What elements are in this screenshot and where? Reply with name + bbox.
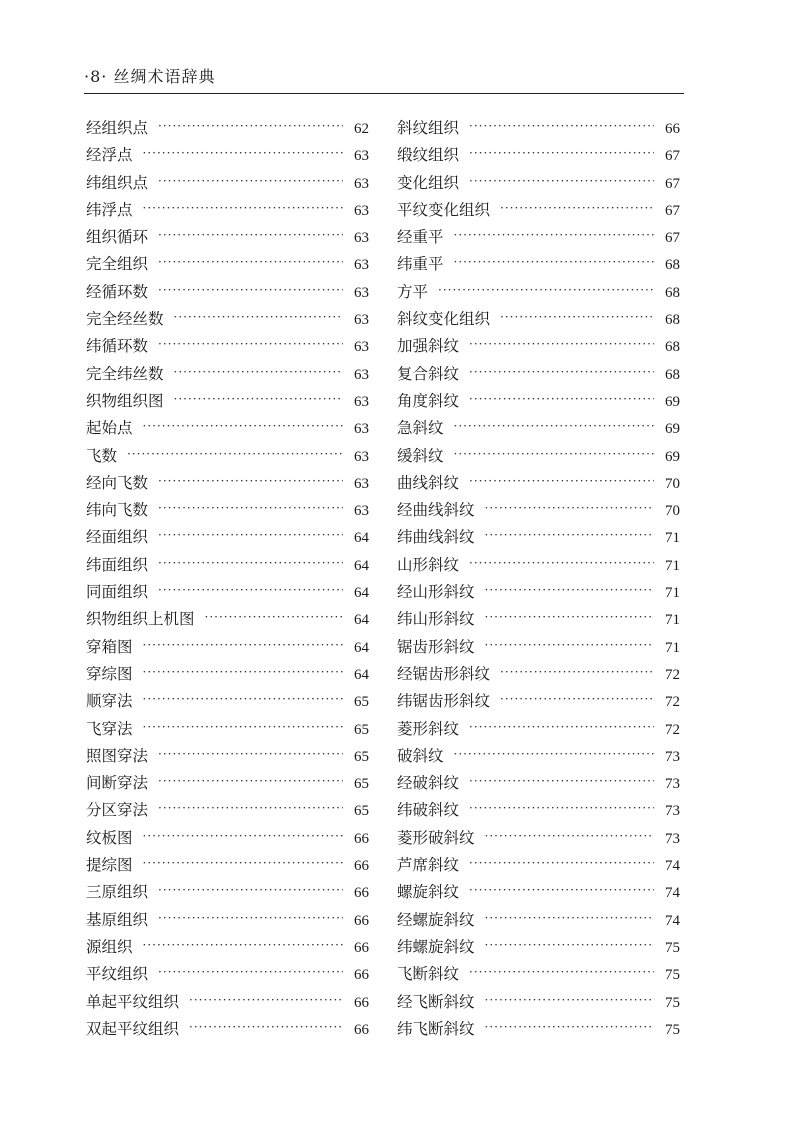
toc-entry[interactable]	[397, 224, 680, 251]
toc-entry-term: 经向飞数	[86, 473, 149, 492]
toc-entry[interactable]	[86, 251, 369, 278]
dot-leader	[158, 168, 343, 195]
toc-entry-page: 74	[665, 912, 680, 929]
toc-entry-page: 66	[665, 121, 680, 137]
toc-entry[interactable]	[86, 907, 369, 934]
toc-entry-term: 基原组织	[86, 910, 149, 929]
toc-entry[interactable]	[397, 306, 680, 333]
toc-entry-page: 63	[354, 284, 369, 301]
toc-entry-term: 飞穿法	[86, 719, 133, 738]
toc-entry[interactable]	[86, 224, 369, 251]
toc-entry-term: 穿综图	[86, 664, 133, 683]
toc-entry-term: 照图穿法	[86, 746, 149, 765]
toc-entry-page: 64	[354, 666, 369, 683]
dot-leader	[143, 195, 343, 222]
toc-entry[interactable]	[397, 879, 680, 906]
dot-leader	[143, 714, 343, 741]
toc-entry-page: 63	[354, 257, 369, 274]
toc-entry-page: 65	[354, 721, 369, 738]
toc-entry[interactable]	[86, 552, 369, 579]
toc-entry-page: 71	[665, 585, 680, 602]
toc-entry[interactable]	[86, 115, 369, 142]
toc-entry-term: 源组织	[86, 937, 133, 956]
toc-entry[interactable]	[397, 197, 680, 224]
toc-entry-page: 64	[354, 530, 369, 547]
toc-entry-term: 角度斜纹	[397, 391, 460, 410]
toc-entry-term: 变化组织	[397, 173, 460, 192]
toc-entry[interactable]	[397, 688, 680, 715]
toc-entry-page: 64	[354, 557, 369, 574]
dot-leader	[158, 222, 343, 249]
toc-entry-term: 纹板图	[86, 828, 133, 847]
dot-leader	[469, 714, 654, 741]
dot-leader	[158, 577, 343, 604]
toc-entry-term: 织物组织图	[86, 391, 164, 410]
toc-entry-term: 纬山形斜纹	[397, 610, 475, 629]
toc-entry[interactable]	[86, 415, 369, 442]
toc-entry-page: 69	[665, 448, 680, 465]
toc-entry-term: 纬飞断斜纹	[397, 1019, 475, 1038]
header-rule	[84, 93, 684, 94]
toc-entry[interactable]	[86, 306, 369, 333]
toc-column-right	[397, 115, 680, 1043]
toc-entry[interactable]	[397, 388, 680, 415]
toc-entry[interactable]	[397, 333, 680, 360]
toc-entry[interactable]	[397, 279, 680, 306]
toc-entry-term: 穿箱图	[86, 637, 133, 656]
toc-entry-term: 经浮点	[86, 146, 133, 165]
toc-entry-term: 同面组织	[86, 583, 149, 602]
toc-entry-term: 经循环数	[86, 282, 149, 301]
dot-leader	[158, 741, 343, 768]
toc-entry-term: 纬重平	[397, 255, 444, 274]
toc-entry[interactable]	[86, 333, 369, 360]
toc-entry-page: 66	[354, 885, 369, 902]
toc-entry-term: 平纹变化组织	[397, 200, 491, 219]
toc-entry[interactable]	[397, 661, 680, 688]
dot-leader	[454, 413, 654, 440]
toc-entry-page: 71	[665, 639, 680, 656]
toc-entry[interactable]	[86, 743, 369, 770]
dot-leader	[500, 195, 654, 222]
toc-entry-page: 67	[665, 148, 680, 165]
toc-entry[interactable]	[397, 170, 680, 197]
dot-leader	[469, 850, 654, 877]
toc-entry[interactable]	[86, 961, 369, 988]
toc-entry-term: 分区穿法	[86, 801, 149, 820]
toc-entry-page: 63	[354, 503, 369, 520]
dot-leader	[158, 768, 343, 795]
toc-entry-page: 66	[354, 939, 369, 956]
toc-entry-term: 方平	[397, 282, 429, 301]
toc-entry-term: 纬组织点	[86, 173, 149, 192]
toc-entry[interactable]	[86, 989, 369, 1016]
dot-leader	[469, 550, 654, 577]
toc-entry[interactable]	[397, 961, 680, 988]
toc-entry-term: 纬向飞数	[86, 501, 149, 520]
toc-entry[interactable]	[86, 934, 369, 961]
header-page-number: ·8·	[84, 67, 108, 86]
toc-entry-term: 纬破斜纹	[397, 801, 460, 820]
toc-entry-term: 纬螺旋斜纹	[397, 937, 475, 956]
dot-leader	[174, 304, 343, 331]
dot-leader	[469, 140, 654, 167]
toc-entry-page: 65	[354, 748, 369, 765]
dot-leader	[485, 823, 654, 850]
toc-entry[interactable]	[86, 825, 369, 852]
toc-entry-page: 63	[354, 475, 369, 492]
toc-entry-term: 芦席斜纹	[397, 856, 460, 875]
dot-leader	[500, 686, 654, 713]
toc-entry-page: 63	[354, 339, 369, 356]
dot-leader	[143, 140, 343, 167]
toc-entry[interactable]	[86, 170, 369, 197]
dot-leader	[158, 550, 343, 577]
toc-entry-term: 山形斜纹	[397, 555, 460, 574]
toc-entry-term: 间断穿法	[86, 774, 149, 793]
toc-entry-page: 67	[665, 202, 680, 219]
dot-leader	[454, 222, 654, 249]
dot-leader	[158, 522, 343, 549]
toc-entry-term: 菱形破斜纹	[397, 828, 475, 847]
toc-entry-page: 63	[354, 393, 369, 410]
dot-leader	[174, 386, 343, 413]
toc-entry-page: 68	[665, 284, 680, 301]
toc-entry-page: 64	[354, 585, 369, 602]
toc-entry[interactable]	[397, 142, 680, 169]
toc-entry-term: 经重平	[397, 228, 444, 247]
toc-entry-term: 三原组织	[86, 883, 149, 902]
toc-entry-page: 64	[354, 639, 369, 656]
dot-leader	[158, 495, 343, 522]
toc-entry-page: 75	[665, 967, 680, 984]
toc-entry-page: 63	[354, 148, 369, 165]
dot-leader	[469, 768, 654, 795]
toc-entry-page: 63	[354, 448, 369, 465]
dot-leader	[158, 905, 343, 932]
toc-entry[interactable]	[86, 443, 369, 470]
dot-leader	[485, 905, 654, 932]
toc-entry[interactable]	[397, 770, 680, 797]
toc-entry-term: 破斜纹	[397, 746, 444, 765]
toc-entry-page: 70	[665, 475, 680, 492]
toc-entry-page: 73	[665, 776, 680, 793]
toc-entry-page: 63	[354, 175, 369, 192]
toc-entry[interactable]	[397, 115, 680, 142]
toc-entry-term: 飞数	[86, 446, 118, 465]
toc-entry-page: 67	[665, 230, 680, 247]
toc-entry-term: 组织循环	[86, 228, 149, 247]
toc-entry[interactable]	[86, 1016, 369, 1043]
dot-leader	[469, 331, 654, 358]
toc-entry-term: 急斜纹	[397, 419, 444, 438]
toc-entry-term: 经组织点	[86, 119, 149, 137]
toc-entry-term: 单起平纹组织	[86, 992, 180, 1011]
toc-entry[interactable]	[397, 825, 680, 852]
toc-entry-term: 菱形斜纹	[397, 719, 460, 738]
toc-entry[interactable]	[86, 770, 369, 797]
toc-entry-page: 62	[354, 121, 369, 137]
toc-entry-term: 经飞断斜纹	[397, 992, 475, 1011]
toc-entry-term: 经螺旋斜纹	[397, 910, 475, 929]
toc-entry[interactable]	[86, 388, 369, 415]
toc-entry[interactable]	[86, 524, 369, 551]
toc-entry[interactable]	[86, 470, 369, 497]
dot-leader	[158, 468, 343, 495]
dot-leader	[485, 1014, 654, 1041]
toc-entry-term: 锯齿形斜纹	[397, 637, 475, 656]
toc-entry-page: 73	[665, 748, 680, 765]
toc-entry[interactable]	[86, 142, 369, 169]
dot-leader	[438, 277, 654, 304]
running-header	[84, 66, 684, 92]
toc-entry-page: 68	[665, 366, 680, 383]
toc-entry-page: 73	[665, 830, 680, 847]
toc-entry-term: 完全纬丝数	[86, 364, 164, 383]
dot-leader	[469, 959, 654, 986]
toc-entry-page: 75	[665, 994, 680, 1011]
dot-leader	[143, 850, 343, 877]
toc-entry-term: 纬循环数	[86, 337, 149, 356]
toc-entry-term: 起始点	[86, 419, 133, 438]
toc-entry[interactable]	[397, 361, 680, 388]
toc-entry[interactable]	[397, 989, 680, 1016]
toc-entry[interactable]	[397, 415, 680, 442]
toc-entry-page: 66	[354, 994, 369, 1011]
dot-leader	[158, 249, 343, 276]
dot-leader	[485, 604, 654, 631]
toc-entry-term: 纬浮点	[86, 200, 133, 219]
toc-entry-term: 斜纹变化组织	[397, 310, 491, 329]
toc-entry[interactable]	[86, 852, 369, 879]
toc-entry-term: 斜纹组织	[397, 119, 460, 137]
toc-entry-term: 完全组织	[86, 255, 149, 274]
dot-leader	[485, 495, 654, 522]
dot-leader	[485, 632, 654, 659]
toc-entry-page: 69	[665, 421, 680, 438]
toc-entry-page: 66	[354, 858, 369, 875]
toc-entry-page: 65	[354, 803, 369, 820]
toc-entry-page: 75	[665, 939, 680, 956]
toc-entry-page: 68	[665, 339, 680, 356]
dot-leader	[158, 959, 343, 986]
toc-entry-page: 66	[354, 1021, 369, 1038]
toc-entry[interactable]	[397, 524, 680, 551]
toc-entry-term: 缎纹组织	[397, 146, 460, 165]
toc-entry[interactable]	[397, 579, 680, 606]
toc-entry[interactable]	[397, 552, 680, 579]
toc-entry-term: 经破斜纹	[397, 774, 460, 793]
toc-entry-term: 织物组织上机图	[86, 610, 195, 629]
dot-leader	[454, 249, 654, 276]
toc-entry[interactable]	[397, 634, 680, 661]
toc-entry-term: 顺穿法	[86, 692, 133, 711]
toc-entry-page: 64	[354, 612, 369, 629]
toc-entry-page: 72	[665, 694, 680, 711]
dot-leader	[158, 795, 343, 822]
toc-entry-page: 75	[665, 1021, 680, 1038]
toc-entry[interactable]	[397, 470, 680, 497]
toc-entry-term: 平纹组织	[86, 965, 149, 984]
toc-entry-page: 71	[665, 557, 680, 574]
toc-entry-page: 63	[354, 230, 369, 247]
toc-entry[interactable]	[397, 797, 680, 824]
toc-entry-page: 71	[665, 530, 680, 547]
toc-entry[interactable]	[86, 497, 369, 524]
toc-entry-term: 经锯齿形斜纹	[397, 664, 491, 683]
dot-leader	[189, 1014, 343, 1041]
dot-leader	[189, 987, 343, 1014]
toc-entry[interactable]	[86, 279, 369, 306]
toc-entry-page: 66	[354, 967, 369, 984]
dot-leader	[454, 441, 654, 468]
toc-entry[interactable]	[397, 251, 680, 278]
toc-entry-page: 72	[665, 666, 680, 683]
toc-entry-term: 加强斜纹	[397, 337, 460, 356]
dot-leader	[174, 359, 343, 386]
dot-leader	[158, 277, 343, 304]
dot-leader	[469, 386, 654, 413]
toc-entry-page: 65	[354, 776, 369, 793]
dot-leader	[469, 113, 654, 140]
toc-entry-term: 螺旋斜纹	[397, 883, 460, 902]
toc-entry-term: 飞断斜纹	[397, 965, 460, 984]
toc-entry-page: 74	[665, 858, 680, 875]
toc-entry-term: 经曲线斜纹	[397, 501, 475, 520]
toc-entry[interactable]	[397, 743, 680, 770]
toc-entry-term: 经面组织	[86, 528, 149, 547]
dot-leader	[500, 304, 654, 331]
toc-entry[interactable]	[397, 934, 680, 961]
dot-leader	[143, 659, 343, 686]
dot-leader	[454, 741, 654, 768]
toc-entry[interactable]	[86, 197, 369, 224]
toc-entry-page: 74	[665, 885, 680, 902]
dot-leader	[469, 877, 654, 904]
toc-entry[interactable]	[397, 443, 680, 470]
dot-leader	[143, 632, 343, 659]
toc-entry[interactable]	[397, 852, 680, 879]
toc-entry[interactable]	[86, 688, 369, 715]
toc-column-left	[86, 115, 369, 1043]
dot-leader	[469, 468, 654, 495]
toc-entry[interactable]	[397, 907, 680, 934]
dot-leader	[158, 113, 343, 140]
toc-entry-term: 双起平纹组织	[86, 1019, 180, 1038]
dot-leader	[127, 441, 343, 468]
toc-entry[interactable]	[86, 361, 369, 388]
dot-leader	[158, 877, 343, 904]
dot-leader	[205, 604, 343, 631]
dot-leader	[485, 522, 654, 549]
toc-entry-page: 69	[665, 393, 680, 410]
toc-entry-page: 68	[665, 312, 680, 329]
toc-entry-page: 70	[665, 503, 680, 520]
dot-leader	[143, 686, 343, 713]
toc-entry[interactable]	[86, 606, 369, 633]
dot-leader	[485, 987, 654, 1014]
toc-entry-page: 66	[354, 912, 369, 929]
dot-leader	[158, 331, 343, 358]
dot-leader	[485, 577, 654, 604]
toc-entry-term: 曲线斜纹	[397, 473, 460, 492]
dot-leader	[469, 168, 654, 195]
toc-entry[interactable]	[397, 716, 680, 743]
toc-entry[interactable]	[86, 879, 369, 906]
dot-leader	[143, 823, 343, 850]
toc-entry-term: 纬锯齿形斜纹	[397, 692, 491, 711]
dot-leader	[469, 359, 654, 386]
toc-entry-page: 73	[665, 803, 680, 820]
toc-entry-page: 63	[354, 202, 369, 219]
toc-entry[interactable]	[397, 497, 680, 524]
dot-leader	[143, 413, 343, 440]
toc-entry[interactable]	[86, 634, 369, 661]
dot-leader	[500, 659, 654, 686]
toc-entry-term: 提综图	[86, 856, 133, 875]
toc-entry[interactable]	[397, 606, 680, 633]
toc-entry[interactable]	[86, 716, 369, 743]
dot-leader	[143, 932, 343, 959]
toc-entry-term: 完全经丝数	[86, 310, 164, 329]
dot-leader	[485, 932, 654, 959]
toc-entry-term: 缓斜纹	[397, 446, 444, 465]
toc-entry-page: 63	[354, 366, 369, 383]
toc-entry-page: 63	[354, 312, 369, 329]
toc-entry-term: 复合斜纹	[397, 364, 460, 383]
toc-entry-page: 66	[354, 830, 369, 847]
toc-entry[interactable]	[86, 661, 369, 688]
toc-entry-term: 经山形斜纹	[397, 583, 475, 602]
toc-entry-page: 63	[354, 421, 369, 438]
toc-entry-page: 71	[665, 612, 680, 629]
toc-entry[interactable]	[86, 797, 369, 824]
toc-entry[interactable]	[397, 1016, 680, 1043]
toc-entry-page: 67	[665, 175, 680, 192]
toc-entry-page: 68	[665, 257, 680, 274]
dot-leader	[469, 795, 654, 822]
toc-entry-term: 纬面组织	[86, 555, 149, 574]
toc-entry-page: 65	[354, 694, 369, 711]
toc-entry-page: 72	[665, 721, 680, 738]
header-book-title: 丝绸术语辞典	[113, 67, 216, 86]
toc-entry-term: 纬曲线斜纹	[397, 528, 475, 547]
toc-entry[interactable]	[86, 579, 369, 606]
